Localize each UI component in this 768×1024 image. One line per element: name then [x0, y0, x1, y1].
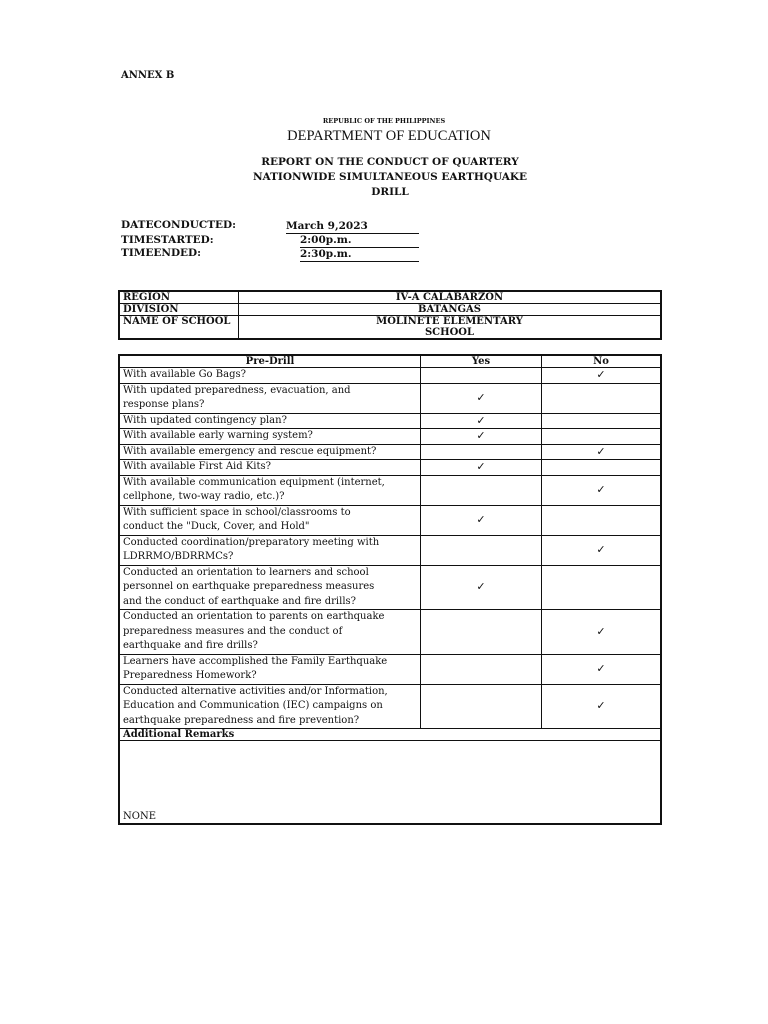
region-row [119, 291, 661, 304]
no-check: ✓ [542, 610, 662, 655]
no-check: ✓ [542, 684, 662, 729]
checklist-question-line: earthquake and fire drills? [123, 640, 258, 651]
annex-label: ANNEX B [121, 70, 175, 81]
school-name-line-1: MOLINETE ELEMENTARY [376, 316, 523, 327]
school-name-line-2: SCHOOL [424, 327, 475, 338]
checklist-row [119, 565, 661, 610]
checklist-question-line: With sufficient space in school/classrooms to [123, 506, 351, 518]
yes-check [421, 654, 542, 684]
school-row [119, 316, 661, 340]
checklist-row [119, 413, 661, 429]
remarks-value: NONE [119, 741, 661, 825]
checklist-question-line: With available First Aid Kits? [123, 461, 271, 472]
checklist-question-line: personnel on earthquake preparedness measures [123, 581, 375, 592]
no-check: ✓ [542, 475, 662, 505]
no-check: ✓ [542, 535, 662, 565]
checklist-question-line: Conducted an orientation to learners and school [123, 566, 369, 578]
checklist-question-line: Preparedness Homework? [123, 670, 257, 681]
remarks-label: Additional Remarks [119, 729, 661, 741]
header-yes: Yes [421, 355, 542, 368]
yes-check: ✓ [421, 383, 542, 413]
checklist-question [119, 429, 421, 445]
checklist-question-line: With available emergency and rescue equipment? [123, 445, 377, 457]
time-started-label: TIMESTARTED: [121, 234, 214, 246]
checklist-question [119, 505, 421, 535]
department-heading: DEPARTMENT OF EDUCATION [287, 128, 491, 144]
checklist-header [119, 355, 661, 368]
time-ended-label: TIMEENDED: [121, 247, 202, 259]
checklist-question-line: response plans? [123, 399, 205, 410]
division-row [119, 304, 661, 316]
checklist-question [119, 383, 421, 413]
checklist-question [119, 535, 421, 565]
checklist-question-line: Conducted an orientation to parents on earthquake [123, 611, 385, 622]
checklist-row [119, 654, 661, 684]
time-started-value: 2:00p.m. [300, 234, 419, 248]
checklist-question-line: earthquake preparedness and fire prevention? [123, 714, 360, 726]
school-name-value [239, 316, 662, 340]
checklist-question-line: With updated preparedness, evacuation, and [123, 384, 351, 396]
yes-check [421, 684, 542, 729]
division-label: DIVISION [119, 304, 239, 316]
checklist-row [119, 610, 661, 655]
no-check [542, 383, 662, 413]
no-check [542, 413, 662, 429]
no-check [542, 505, 662, 535]
yes-check: ✓ [421, 565, 542, 610]
yes-check [421, 475, 542, 505]
yes-check: ✓ [421, 505, 542, 535]
remarks-row [119, 741, 661, 825]
checklist-row [119, 429, 661, 445]
school-name-label: NAME OF SCHOOL [119, 316, 239, 340]
report-title [0, 155, 768, 200]
checklist-question [119, 444, 421, 460]
checklist-question-line: With available early warning system? [123, 430, 313, 441]
checklist-question-line: With available communication equipment (internet, [123, 476, 385, 488]
checklist-question [119, 460, 421, 476]
checklist-row [119, 444, 661, 460]
checklist-question [119, 684, 421, 729]
checklist-question-line: preparedness measures and the conduct of [123, 625, 343, 637]
date-conducted-value: March 9,2023 [286, 220, 419, 234]
checklist-question [119, 368, 421, 384]
school-info-table [118, 290, 662, 340]
checklist-question [119, 413, 421, 429]
no-check: ✓ [542, 368, 662, 384]
yes-check [421, 610, 542, 655]
yes-check [421, 535, 542, 565]
no-check: ✓ [542, 444, 662, 460]
checklist-row [119, 475, 661, 505]
republic-heading: REPUBLIC OF THE PHILIPPINES [322, 117, 446, 125]
date-conducted-label: DATECONDUCTED: [121, 219, 237, 231]
checklist-question-line: Education and Communication (IEC) campaigns on [123, 700, 383, 711]
yes-check [421, 368, 542, 384]
checklist-question [119, 565, 421, 610]
remarks-header-row [119, 729, 661, 741]
report-title-line-1: REPORT ON THE CONDUCT OF QUARTERY [261, 156, 519, 168]
checklist-row [119, 535, 661, 565]
region-label: REGION [119, 291, 239, 304]
checklist-question-line: Conducted alternative activities and/or Information, [123, 685, 388, 697]
checklist-question-line: With available Go Bags? [123, 369, 246, 380]
checklist-row [119, 684, 661, 729]
checklist-question-line: Learners have accomplished the Family Earthquake [123, 655, 388, 667]
checklist-row [119, 368, 661, 384]
checklist-question-line: and the conduct of earthquake and fire drills? [123, 595, 357, 607]
checklist-question-line: conduct the "Duck, Cover, and Hold" [123, 521, 310, 532]
checklist-question [119, 610, 421, 655]
time-ended-value: 2:30p.m. [300, 248, 419, 262]
no-check [542, 429, 662, 445]
checklist-question-line: LDRRMO/BDRRMCs? [123, 551, 234, 562]
report-title-line-3: DRILL [371, 186, 409, 198]
checklist-question [119, 654, 421, 684]
checklist-question-line: cellphone, two-way radio, etc.)? [123, 491, 285, 502]
yes-check [421, 444, 542, 460]
yes-check: ✓ [421, 460, 542, 476]
checklist-question [119, 475, 421, 505]
checklist-row [119, 460, 661, 476]
checklist-row [119, 505, 661, 535]
yes-check: ✓ [421, 429, 542, 445]
header-no: No [542, 355, 662, 368]
no-check [542, 565, 662, 610]
no-check: ✓ [542, 654, 662, 684]
division-value: BATANGAS [239, 304, 662, 316]
report-title-line-2: NATIONWIDE SIMULTANEOUS EARTHQUAKE [252, 171, 528, 183]
header-pre-drill: Pre-Drill [119, 355, 421, 368]
no-check [542, 460, 662, 476]
checklist-row [119, 383, 661, 413]
yes-check: ✓ [421, 413, 542, 429]
checklist-question-line: Conducted coordination/preparatory meeting with [123, 536, 380, 548]
pre-drill-checklist [118, 354, 662, 825]
region-value: IV-A CALABARZON [239, 291, 662, 304]
checklist-question-line: With updated contingency plan? [123, 414, 287, 426]
